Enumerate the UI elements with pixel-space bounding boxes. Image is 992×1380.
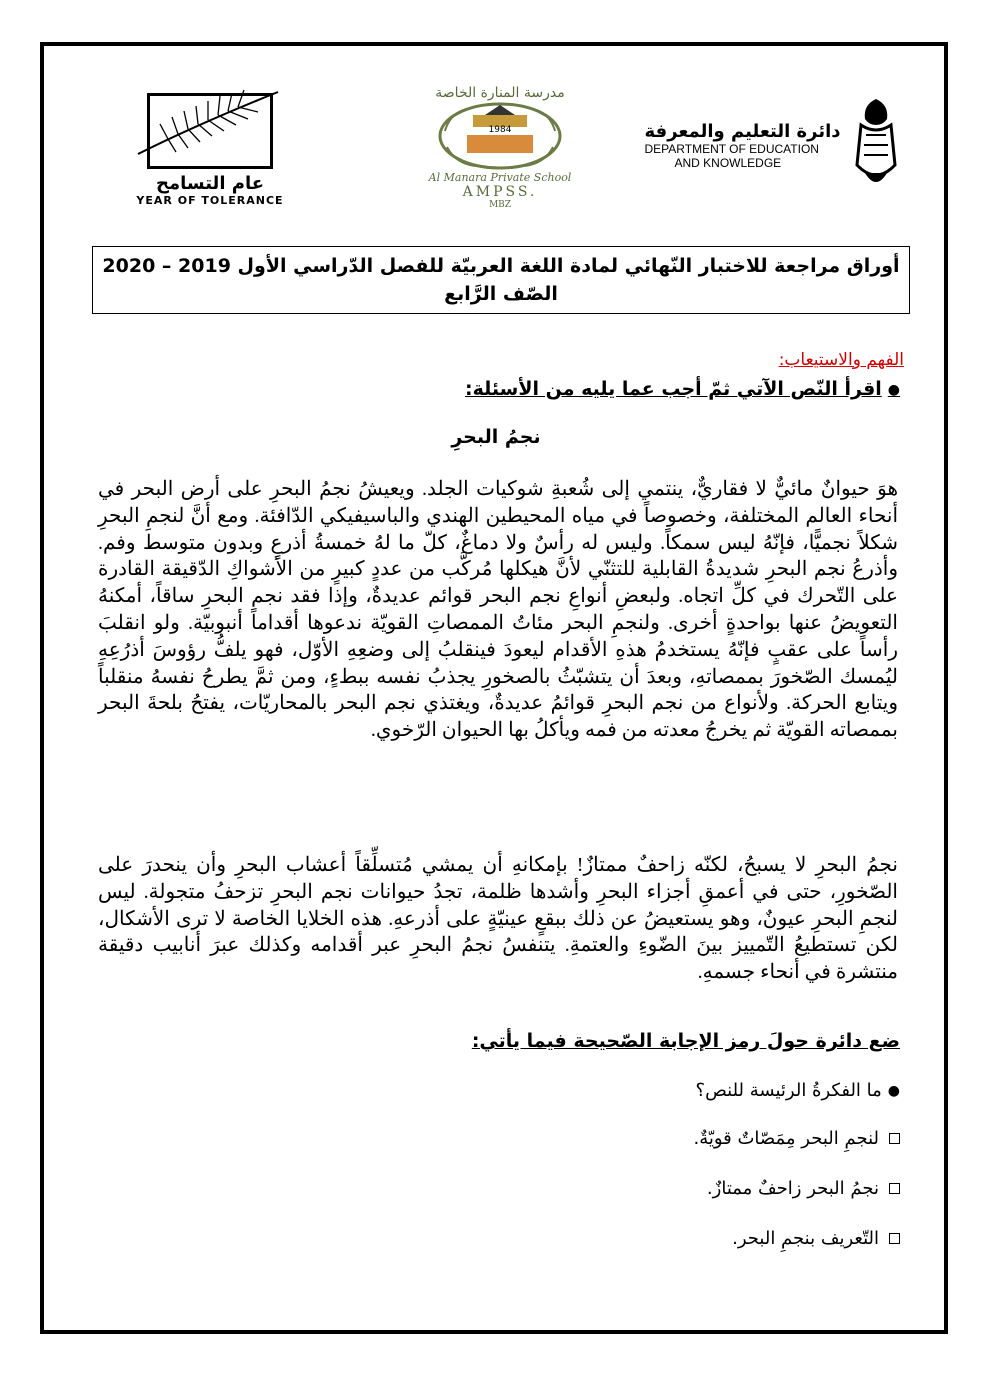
bullet-icon: ● xyxy=(887,381,900,398)
answer-option-text: نجمُ البحر زاحفٌ ممتازٌ. xyxy=(706,1178,879,1199)
reading-instruction-text: اقرأ النّص الآتي ثمّ أجب عما يليه من الأسئلة: xyxy=(465,378,882,400)
answer-option[interactable] xyxy=(693,1128,900,1149)
passage-paragraph-2: نجمُ البحرِ لا يسبحُ، لكنّه زاحفٌ ممتازٌ! بإمكانهِ أن يمشي مُتسلِّقاً أعشاب البحرِ وأن ينحدرَ على الصّخورِ، حتى في أعمقِ أجزاء البحرِ وأشدها ظلمة، تجدُ حيوانات نجم البحرِ تزحفُ متجولة. ليس لنجمِ البحرِ عيونٌ، وهو يستعيضُ عن ذلك ببقعٍ عينيّةٍ على أذرعهِ. هذه الخلايا الخاصة لا ترى الأشكال، لكن تستطيعُ التّمييز بينَ الضّوءِ والعتمةِ. يتنفسُ نجمُ البحرِ عبر أقدامه وكذلك عبرَ أنابيب دقيقة منتشرة في أنحاء جسمهِ. xyxy=(98,854,898,984)
checkbox-icon[interactable] xyxy=(889,1133,900,1144)
school-logo xyxy=(405,80,595,215)
tolerance-english-text: YEAR OF TOLERANCE xyxy=(136,194,284,207)
exam-title-box xyxy=(92,246,910,314)
school-code-text: AMPSS. xyxy=(462,184,538,200)
answer-option-text: التّعريف بنجمِ البحر. xyxy=(732,1228,879,1249)
section-label: الفهم والاستيعاب: xyxy=(778,350,904,370)
school-crest-icon xyxy=(425,101,575,171)
adek-english-line1: DEPARTMENT OF EDUCATION xyxy=(644,141,819,156)
checkbox-icon[interactable] xyxy=(889,1233,900,1244)
grade-title: الصّف الرَّابع xyxy=(444,283,558,305)
logo-header xyxy=(90,80,910,215)
palm-branch-icon xyxy=(128,84,288,164)
exercise-instruction: ضع دائرة حولَ رمز الإجابة الصّحيحة فيما يأتي: xyxy=(471,1030,900,1052)
exam-title: أوراق مراجعة للاختبار النّهائي لمادة اللغة العربيّة للفصل الدّراسي الأول 2019 – 2020 xyxy=(102,255,900,277)
school-year-text: 1984 xyxy=(488,125,512,135)
school-arabic-name: مدرسة المنارة الخاصة xyxy=(435,85,565,101)
passage-paragraph-1: هوَ حيوانٌ مائيٌّ لا فقاريٌّ، ينتمي إلى شُعبةِ شوكيات الجلد. ويعيشُ نجمُ البحرِ على أرض البحر في أنحاء العالم المختلفة، وخصوصاً في مياه المحيطين الهندي والباسيفيكي الدّافئة. ومع أنَّ لنجمِ البحرِ شكلاً نجميًّا، فإنّهُ ليس سمكاً. وليس له رأسٌ ولا دماغٌ، كلّ ما لهُ خمسةُ أذرعٍ وبدون متوسط وفم. وأذرعُ نجم البحرِ شديدةُ القابلية للتثنّي لأنَّ هيكلها مُركَّب من عددٍ كبيرٍ من الأشواكِ الدّقيقة القادرة على التّحرك في كلِّ اتجاه. ولبعضِ أنواعِ نجم البحر قوائم عديدةٌ، وإذا فقد نجم البحرِ ساقاً، أمكنهُ التعويضُ عنها بواحدةٍ أخرى. ولنجمِ البحر مئاتُ الممصاتِ القويّة ندعوها أقداماً أنبوبيّة. ولو انقلبَ رأساً على عقبٍ فإنّهُ يستخدمُ هذهِ الأقدام ليعودَ فينقلبُ إلى وضعِهِ الأوّل، فهو يلفُّ رؤوسَ أذرُعِهِ ليُمسك الصّخورَ بممصاتهِ، وبعدَ أن يتشبّثُ بالصخورِ يجذبُ نفسه ببطءٍ، ومن ثمَّ يطرحُ نفسهُ منقلباً ويتابع الحركة. ولأنواع من نجم البحرِ قوائمُ عديدةٌ، ويغتذي نجم البحر بالمحاريّات، يفتحُ بلحةَ البحر بممصاته القويّة ثم يخرجُ معدته من فمه ويأكلُ بها الحيوان الرّخوي. xyxy=(98,478,898,742)
answer-option-text: لنجمِ البحر مِمَصّاتٌ قويّةٌ. xyxy=(693,1128,879,1149)
question-text: ما الفكرةُ الرئيسة للنص؟ xyxy=(695,1080,882,1101)
school-english-name: Al Manara Private School xyxy=(428,171,572,184)
school-sub-code: MBZ xyxy=(488,200,512,210)
adek-logo xyxy=(635,90,910,200)
answer-option[interactable] xyxy=(707,1178,900,1199)
question-main-idea xyxy=(696,1080,900,1101)
story-title: نجمُ البحرِ xyxy=(451,426,541,448)
tolerance-frame-icon xyxy=(147,93,273,169)
falcon-emblem-icon xyxy=(851,95,901,195)
adek-arabic-name: دائرة التعليم والمعرفة xyxy=(644,120,841,142)
tolerance-arabic-text: عام التسامح xyxy=(156,173,264,194)
adek-english-line2: AND KNOWLEDGE xyxy=(674,155,782,170)
reading-instruction xyxy=(465,378,900,400)
answer-option[interactable] xyxy=(732,1228,900,1249)
bullet-icon: ● xyxy=(887,1083,900,1099)
year-of-tolerance-logo xyxy=(90,90,330,210)
checkbox-icon[interactable] xyxy=(889,1183,900,1194)
